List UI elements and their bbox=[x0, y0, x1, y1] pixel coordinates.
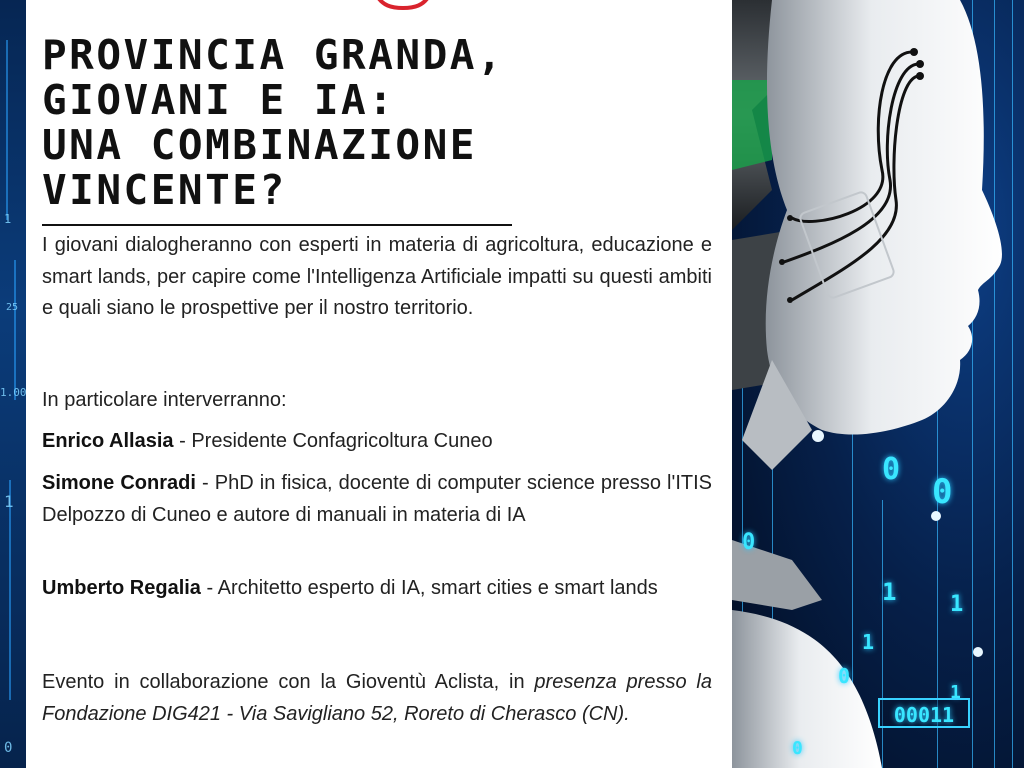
title-divider bbox=[42, 224, 512, 226]
binary-glyph: 1 bbox=[4, 492, 14, 511]
binary-digit: 1 bbox=[862, 630, 875, 654]
binary-glyph: 1.00 bbox=[0, 386, 26, 399]
left-background-art bbox=[0, 0, 26, 768]
binary-digit: 1 bbox=[950, 682, 961, 703]
speaker-item bbox=[42, 573, 712, 605]
speaker-name: Simone Conradi bbox=[42, 472, 196, 494]
title-line: VINCENTE? bbox=[42, 166, 287, 214]
event-footer bbox=[42, 667, 712, 730]
binary-digit: 1 bbox=[882, 578, 897, 606]
binary-glyph: 0 bbox=[4, 740, 13, 756]
binary-code-box: 00011 bbox=[878, 698, 970, 728]
binary-digit: 0 bbox=[792, 738, 803, 759]
intro-paragraph: I giovani dialogheranno con esperti in materia di agricoltura, educazione e smart lands, per capire come l'Intelligenza Artificiale impatti su questi ambiti e quali siano le prospettive per il nostro territorio. bbox=[42, 234, 712, 319]
speaker-item bbox=[42, 426, 712, 458]
title-line: PROVINCIA GRANDA, bbox=[42, 31, 505, 79]
binary-glyph: 1 bbox=[4, 212, 12, 226]
light-streak bbox=[9, 480, 11, 700]
speaker-role: - Presidente Confagricoltura Cuneo bbox=[173, 430, 493, 452]
binary-digit: 1 bbox=[950, 592, 964, 617]
content-panel bbox=[26, 0, 732, 768]
robot-head-icon bbox=[732, 0, 1024, 768]
footer-location: presenza presso la Fondazione DIG421 - Via Savigliano 52, Roreto di Cherasco (CN). bbox=[42, 671, 712, 725]
speakers-heading: In particolare interverranno: bbox=[42, 389, 287, 411]
binary-digit: 0 bbox=[882, 452, 901, 487]
footer-text: Evento in collaborazione con la Gioventù Aclista, in bbox=[42, 671, 535, 693]
speaker-item bbox=[42, 468, 712, 531]
light-streak bbox=[6, 40, 8, 220]
robot-background-art bbox=[732, 0, 1024, 768]
logo-icon bbox=[372, 0, 434, 10]
binary-digit: 0 bbox=[932, 472, 953, 512]
speaker-name: Enrico Allasia bbox=[42, 430, 174, 452]
title-line: GIOVANI E IA: bbox=[42, 76, 396, 124]
speaker-name: Umberto Regalia bbox=[42, 577, 201, 599]
title-line: UNA COMBINAZIONE bbox=[42, 121, 477, 169]
light-streak bbox=[14, 260, 16, 400]
binary-glyph: 25 bbox=[6, 302, 19, 313]
binary-digit: 0 bbox=[742, 530, 756, 555]
speaker-role: - PhD in fisica, docente di computer science presso l'ITIS Delpozzo di Cuneo e autore di manuali in materia di IA bbox=[42, 472, 712, 526]
page-title bbox=[42, 33, 722, 213]
binary-digit: 0 bbox=[838, 664, 851, 688]
speaker-role: - Architetto esperto di IA, smart cities e smart lands bbox=[200, 577, 658, 599]
